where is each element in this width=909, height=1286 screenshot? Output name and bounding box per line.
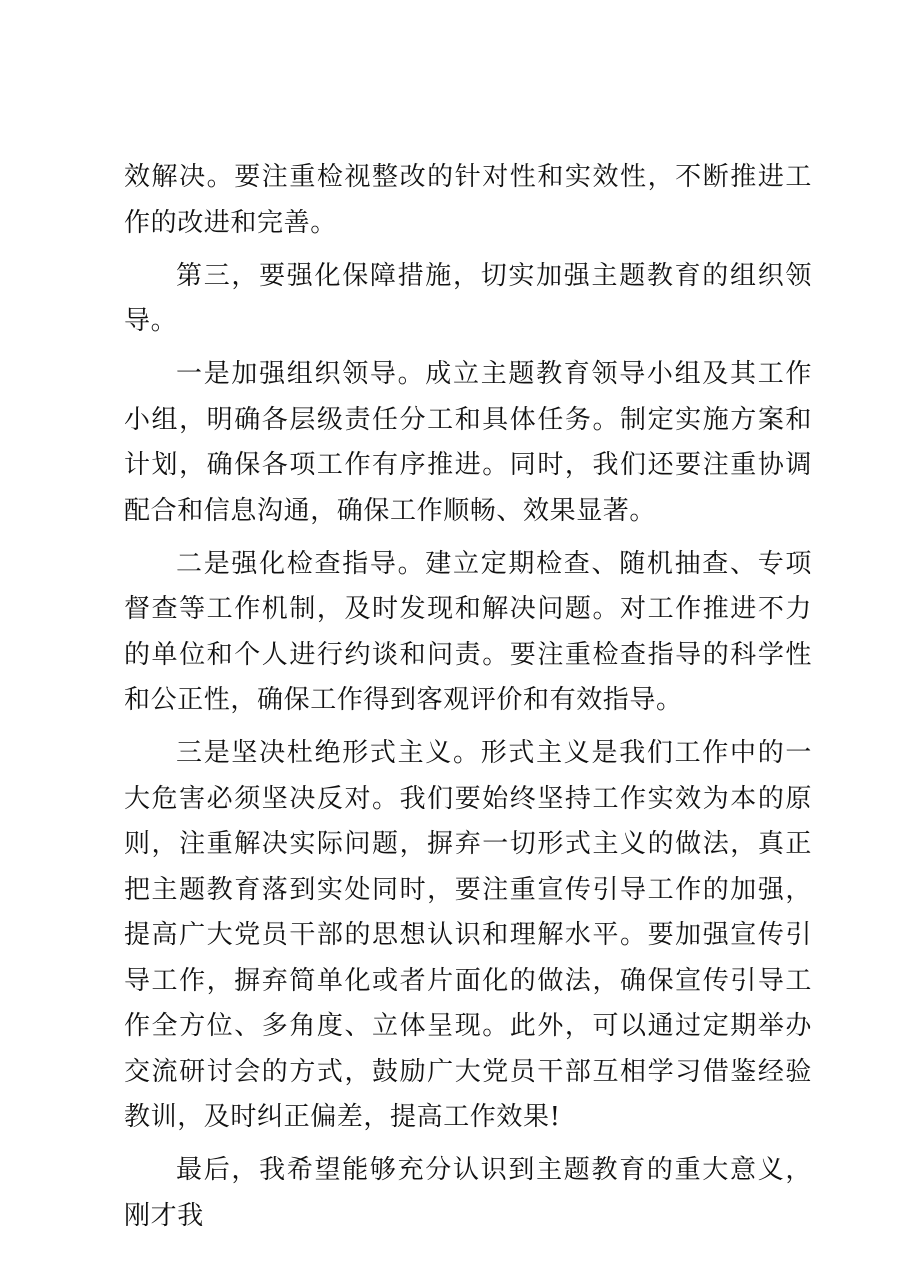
paragraph-continuation: 效解决。要注重检视整改的针对性和实效性，不断推进工作的改进和完善。 bbox=[124, 162, 812, 238]
paragraph-point-three: 三是坚决杜绝形式主义。形式主义是我们工作中的一大危害必须坚决反对。我们要始终坚持工作实效为本的原则，注重解决实际问题，摒弃一切形式主义的做法，真正把主题教育落到实处同时，要注重宣传引导工作的加强，提高广大党员干部的思想认识和理解水平。要加强宣传引导工作，摒弃简单化或者片面化的做法，确保宣传引导工作全方位、多角度、立体呈现。此外，可以通过定期举办交流研讨会的方式，鼓励广大党员干部互相学习借鉴经验教训，及时纠正偏差，提高工作效果! bbox=[124, 738, 812, 1133]
paragraph-closing: 最后，我希望能够充分认识到主题教育的重大意义，刚才我 bbox=[124, 1155, 812, 1231]
document-body bbox=[124, 155, 812, 1247]
paragraph-point-one: 一是加强组织领导。成立主题教育领导小组及其工作小组，明确各层级责任分工和具体任务。制定实施方案和计划，确保各项工作有序推进。同时，我们还要注重协调配合和信息沟通，确保工作顺畅、效果显著。 bbox=[124, 359, 812, 526]
paragraph-point-two: 二是强化检查指导。建立定期检查、随机抽查、专项督查等工作机制，及时发现和解决问题。对工作推进不力的单位和个人进行约谈和问责。要注重检查指导的科学性和公正性，确保工作得到客观评价和有效指导。 bbox=[124, 548, 812, 716]
paragraph-section-three-heading: 第三，要强化保障措施，切实加强主题教育的组织领导。 bbox=[124, 260, 812, 337]
